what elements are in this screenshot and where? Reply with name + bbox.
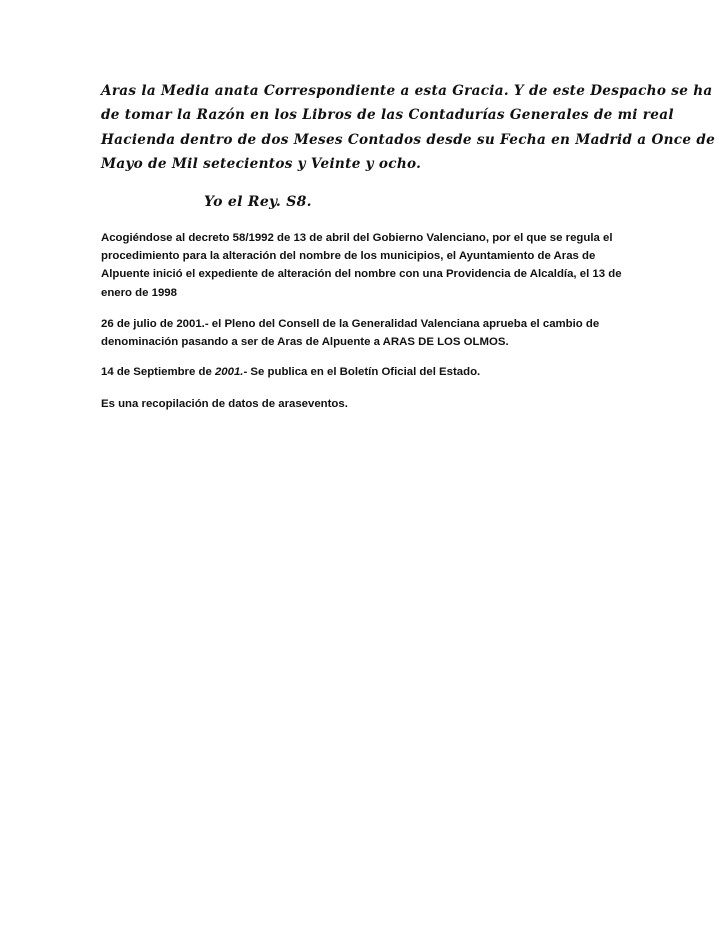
paragraph-approval xyxy=(101,315,641,351)
decree-line: Mayo de Mil setecientos y Veinte y ocho. xyxy=(101,156,422,173)
paragraph-line: 26 de julio de 2001.- el Pleno del Consell de la Generalidad Valenciana aprueba el cambio de xyxy=(101,318,600,330)
publication-date: 14 de Septiembre de xyxy=(101,366,215,378)
decree-line: Aras la Media anata Correspondiente a esta Gracia. Y de este Despacho se ha xyxy=(101,83,713,99)
paragraph-line xyxy=(101,363,641,381)
decree-line: de tomar la Razón en los Libros de las Contadurías Generales de mi real xyxy=(101,107,674,124)
paragraph-line: Alpuente inició el expediente de alteración del nombre con una Providencia de Alcaldía, el 13 de xyxy=(101,268,622,281)
paragraph-line: Acogiéndose al decreto 58/1992 de 13 de abril del Gobierno Valenciano, por el que se regula el xyxy=(101,232,613,244)
decree-text xyxy=(101,79,716,177)
paragraph-line: enero de 1998 xyxy=(101,286,177,299)
paragraph-source xyxy=(101,395,641,413)
decree-line: Hacienda dentro de dos Meses Contados desde su Fecha en Madrid a Once de xyxy=(101,131,716,148)
publication-note: - Se publica en el Boletín Oficial del Estado. xyxy=(243,366,481,378)
publication-year: 2001. xyxy=(214,366,244,378)
royal-signature-line: Yo el Rey. S8. xyxy=(204,194,312,210)
paragraph-line: Es una recopilación de datos de araseventos. xyxy=(101,398,348,410)
paragraph-line: denominación pasando a ser de Aras de Alpuente a ARAS DE LOS OLMOS. xyxy=(101,336,509,349)
paragraph-line: procedimiento para la alteración del nombre de los municipios, el Ayuntamiento de Aras de xyxy=(101,250,596,263)
paragraph-publication xyxy=(101,363,641,381)
paragraph-decree-context xyxy=(101,229,641,302)
